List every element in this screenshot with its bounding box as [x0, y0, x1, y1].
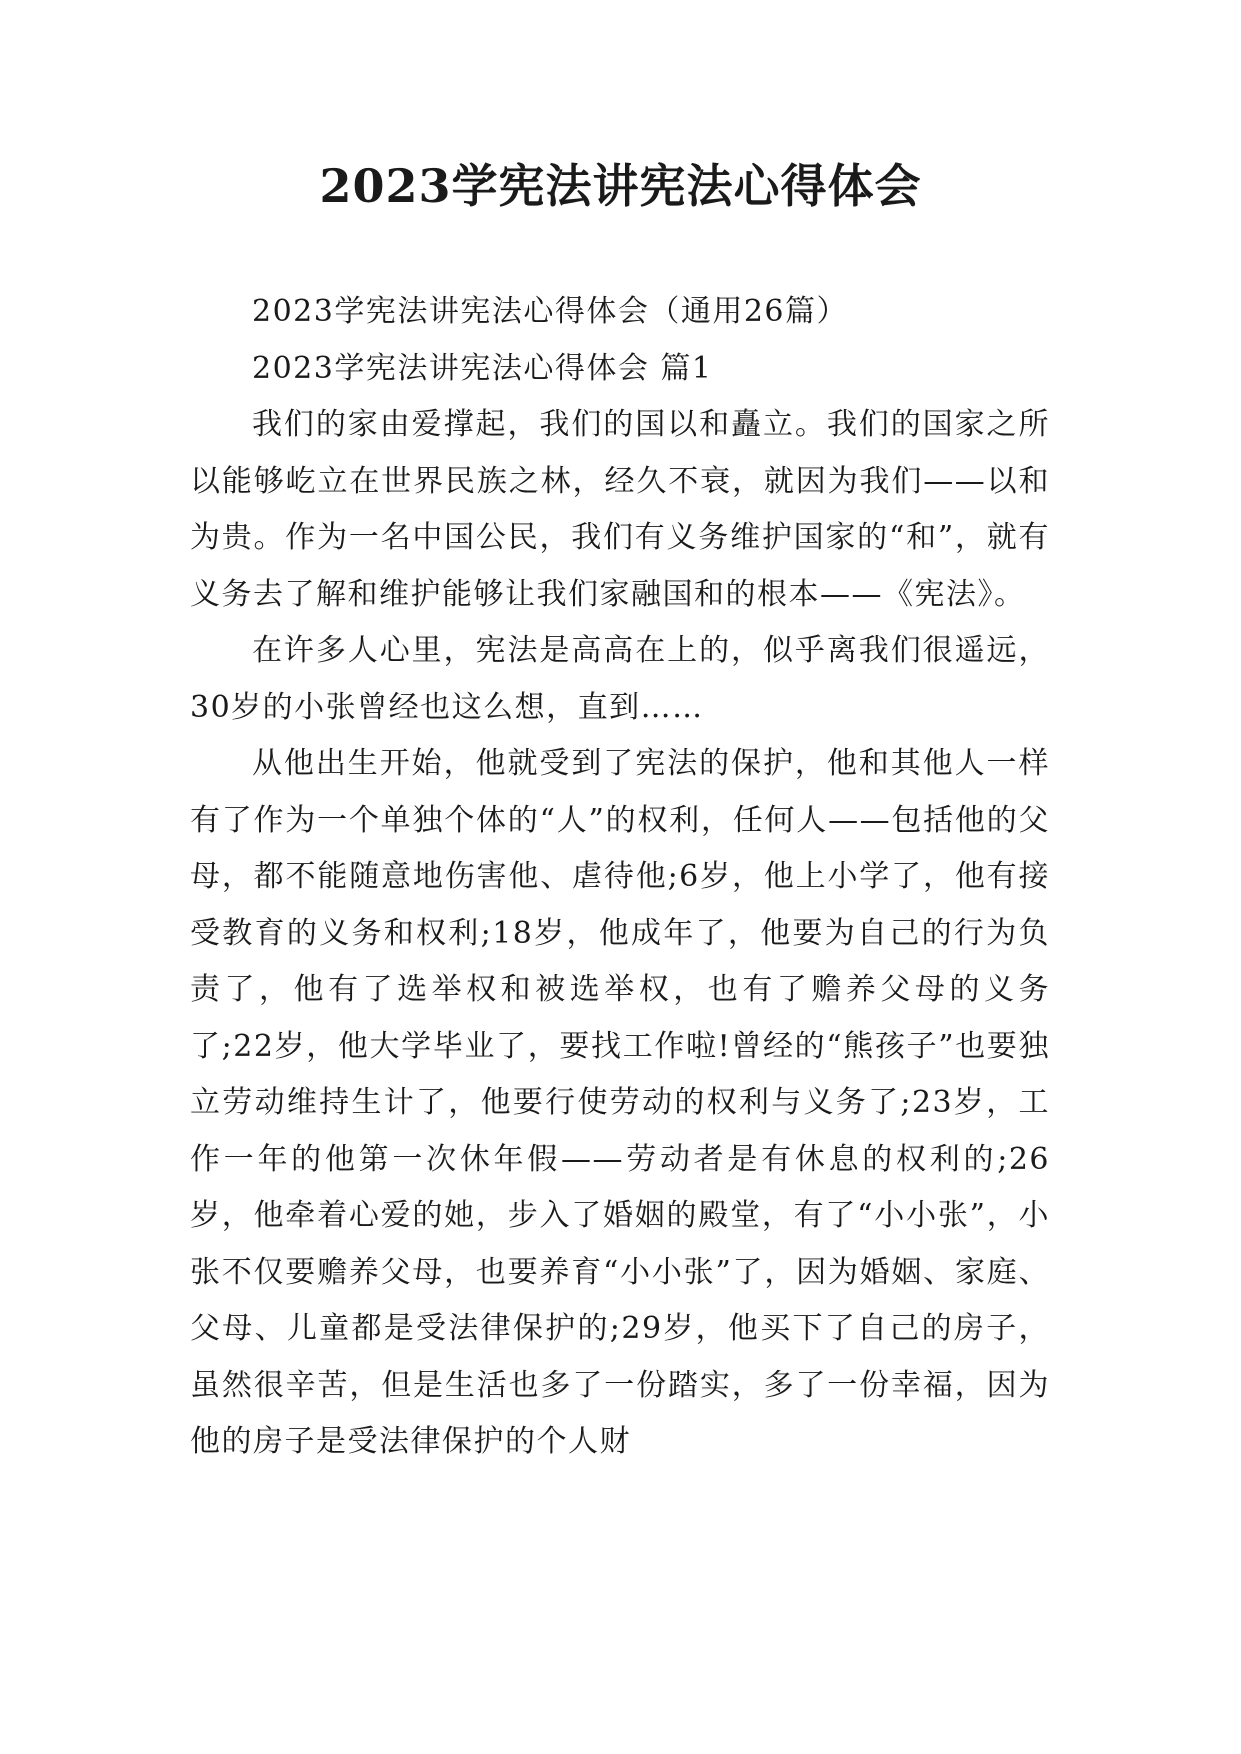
- paragraph: 从他出生开始，他就受到了宪法的保护，他和其他人一样有了作为一个单独个体的“人”的权利，任何人——包括他的父母，都不能随意地伤害他、虐待他;6岁，他上小学了，他有接受教育的义务和权利;18岁，他成年了，他要为自己的行为负责了，他有了选举权和被选举权，也有了赡养父母的义务了;22岁，他大学毕业了，要找工作啦!曾经的“熊孩子”也要独立劳动维持生计了，他要行使劳动的权利与义务了;23岁，工作一年的他第一次休年假——劳动者是有休息的权利的;26岁，他牵着心爱的她，步入了婚姻的殿堂，有了“小小张”，小张不仅要赡养父母，也要养育“小小张”了，因为婚姻、家庭、父母、儿童都是受法律保护的;29岁，他买下了自己的房子，虽然很辛苦，但是生活也多了一份踏实，多了一份幸福，因为他的房子是受法律保护的个人财: [190, 746, 1050, 1459]
- document-subtitle: 2023学宪法讲宪法心得体会（通用26篇）: [252, 294, 849, 329]
- paragraph: 我们的家由爱撑起，我们的国以和矗立。我们的国家之所以能够屹立在世界民族之林，经久不衰，就因为我们——以和为贵。作为一名中国公民，我们有义务维护国家的“和”，就有义务去了解和维护能够让我们家融国和的根本——《宪法》。: [190, 407, 1050, 612]
- section-heading: 2023学宪法讲宪法心得体会 篇1: [252, 350, 713, 386]
- document-body: [190, 284, 1050, 1471]
- paragraph: 在许多人心里，宪法是高高在上的，似乎离我们很遥远，30岁的小张曾经也这么想，直到……: [190, 633, 1050, 725]
- document-title: 2023学宪法讲宪法心得体会: [319, 159, 922, 213]
